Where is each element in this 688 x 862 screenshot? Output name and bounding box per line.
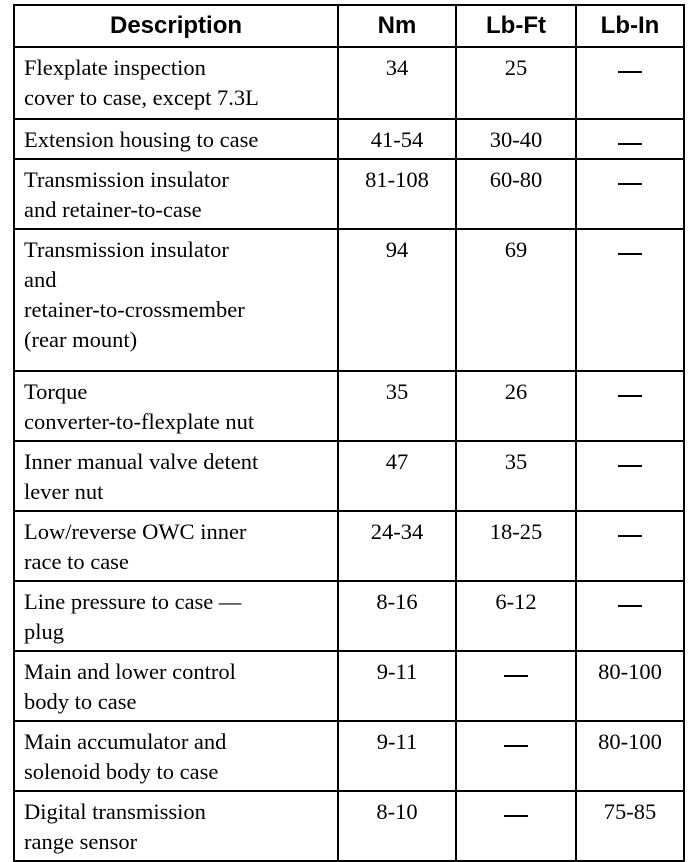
no-value-dash [504, 815, 528, 817]
description-line: Inner manual valve detent [24, 449, 259, 474]
nm-cell: 47 [338, 441, 456, 511]
no-value-dash [618, 253, 642, 255]
lb-ft-cell: 35 [456, 441, 576, 511]
description-line: and [24, 267, 57, 292]
header-description: Description [14, 5, 338, 47]
table-row [14, 791, 684, 861]
description-line: body to case [24, 689, 137, 714]
description-cell [14, 119, 338, 159]
lb-ft-cell: 26 [456, 371, 576, 441]
lb-ft-cell [456, 791, 576, 861]
lb-in-cell [576, 229, 684, 371]
nm-cell: 41-54 [338, 119, 456, 159]
nm-cell: 8-16 [338, 581, 456, 651]
description-cell [14, 511, 338, 581]
header-lb-ft: Lb-Ft [456, 5, 576, 47]
table-body [14, 47, 684, 861]
description-line: solenoid body to case [24, 759, 219, 784]
nm-cell: 24-34 [338, 511, 456, 581]
no-value-text [642, 517, 643, 518]
no-value-dash [618, 71, 642, 73]
lb-ft-cell [456, 651, 576, 721]
description-cell [14, 791, 338, 861]
no-value-dash [618, 535, 642, 537]
description-line: Extension housing to case [24, 127, 259, 152]
header-lb-in: Lb-In [576, 5, 684, 47]
description-cell [14, 371, 338, 441]
lb-ft-cell: 6-12 [456, 581, 576, 651]
description-cell [14, 159, 338, 229]
description-line: range sensor [24, 829, 138, 854]
description-cell [14, 47, 338, 119]
no-value-text [528, 797, 529, 798]
no-value-text [642, 125, 643, 126]
description-line: Flexplate inspection [24, 55, 206, 80]
table-row [14, 119, 684, 159]
no-value-text [642, 377, 643, 378]
no-value-dash [618, 395, 642, 397]
no-value-dash [618, 143, 642, 145]
description-line: race to case [24, 549, 129, 574]
table-row [14, 371, 684, 441]
description-cell [14, 441, 338, 511]
description-line: converter-to-flexplate nut [24, 409, 255, 434]
no-value-text [528, 657, 529, 658]
nm-cell: 8-10 [338, 791, 456, 861]
description-cell [14, 229, 338, 371]
description-line: Transmission insulator [24, 237, 229, 262]
table-row [14, 229, 684, 371]
nm-cell: 81-108 [338, 159, 456, 229]
no-value-text [642, 447, 643, 448]
header-row [14, 5, 684, 47]
no-value-dash [618, 183, 642, 185]
table-header [14, 5, 684, 47]
description-line: cover to case, except 7.3L [24, 85, 259, 110]
lb-in-cell [576, 581, 684, 651]
no-value-text [642, 235, 643, 236]
lb-ft-cell [456, 721, 576, 791]
lb-in-cell [576, 159, 684, 229]
header-nm: Nm [338, 5, 456, 47]
table-row [14, 581, 684, 651]
no-value-dash [618, 465, 642, 467]
nm-cell: 94 [338, 229, 456, 371]
description-cell [14, 721, 338, 791]
lb-ft-cell: 25 [456, 47, 576, 119]
no-value-dash [618, 605, 642, 607]
no-value-text [642, 53, 643, 54]
lb-in-cell [576, 119, 684, 159]
table-row [14, 441, 684, 511]
description-line: Main accumulator and [24, 729, 227, 754]
table-row [14, 511, 684, 581]
lb-in-cell [576, 441, 684, 511]
nm-cell: 9-11 [338, 721, 456, 791]
description-line: Torque [24, 379, 88, 404]
table-row [14, 651, 684, 721]
description-line: retainer-to-crossmember [24, 297, 245, 322]
torque-specifications-table [13, 4, 685, 862]
lb-ft-cell: 18-25 [456, 511, 576, 581]
lb-in-cell: 80-100 [576, 651, 684, 721]
no-value-dash [504, 675, 528, 677]
lb-in-cell: 80-100 [576, 721, 684, 791]
description-line: Line pressure to case — [24, 589, 242, 614]
lb-ft-cell: 60-80 [456, 159, 576, 229]
no-value-text [528, 727, 529, 728]
no-value-text [642, 165, 643, 166]
description-line: lever nut [24, 479, 104, 504]
table-row [14, 159, 684, 229]
description-line: Digital transmission [24, 799, 206, 824]
lb-in-cell [576, 371, 684, 441]
description-line: Main and lower control [24, 659, 236, 684]
nm-cell: 34 [338, 47, 456, 119]
lb-ft-cell: 30-40 [456, 119, 576, 159]
table-row [14, 47, 684, 119]
lb-in-cell [576, 47, 684, 119]
table-row [14, 721, 684, 791]
description-cell [14, 581, 338, 651]
nm-cell: 35 [338, 371, 456, 441]
nm-cell: 9-11 [338, 651, 456, 721]
no-value-dash [504, 745, 528, 747]
no-value-text [642, 587, 643, 588]
lb-ft-cell: 69 [456, 229, 576, 371]
description-line: Low/reverse OWC inner [24, 519, 247, 544]
lb-in-cell: 75-85 [576, 791, 684, 861]
description-line: plug [24, 619, 65, 644]
description-line: (rear mount) [24, 327, 138, 352]
lb-in-cell [576, 511, 684, 581]
description-cell [14, 651, 338, 721]
description-line: and retainer-to-case [24, 197, 202, 222]
description-line: Transmission insulator [24, 167, 229, 192]
